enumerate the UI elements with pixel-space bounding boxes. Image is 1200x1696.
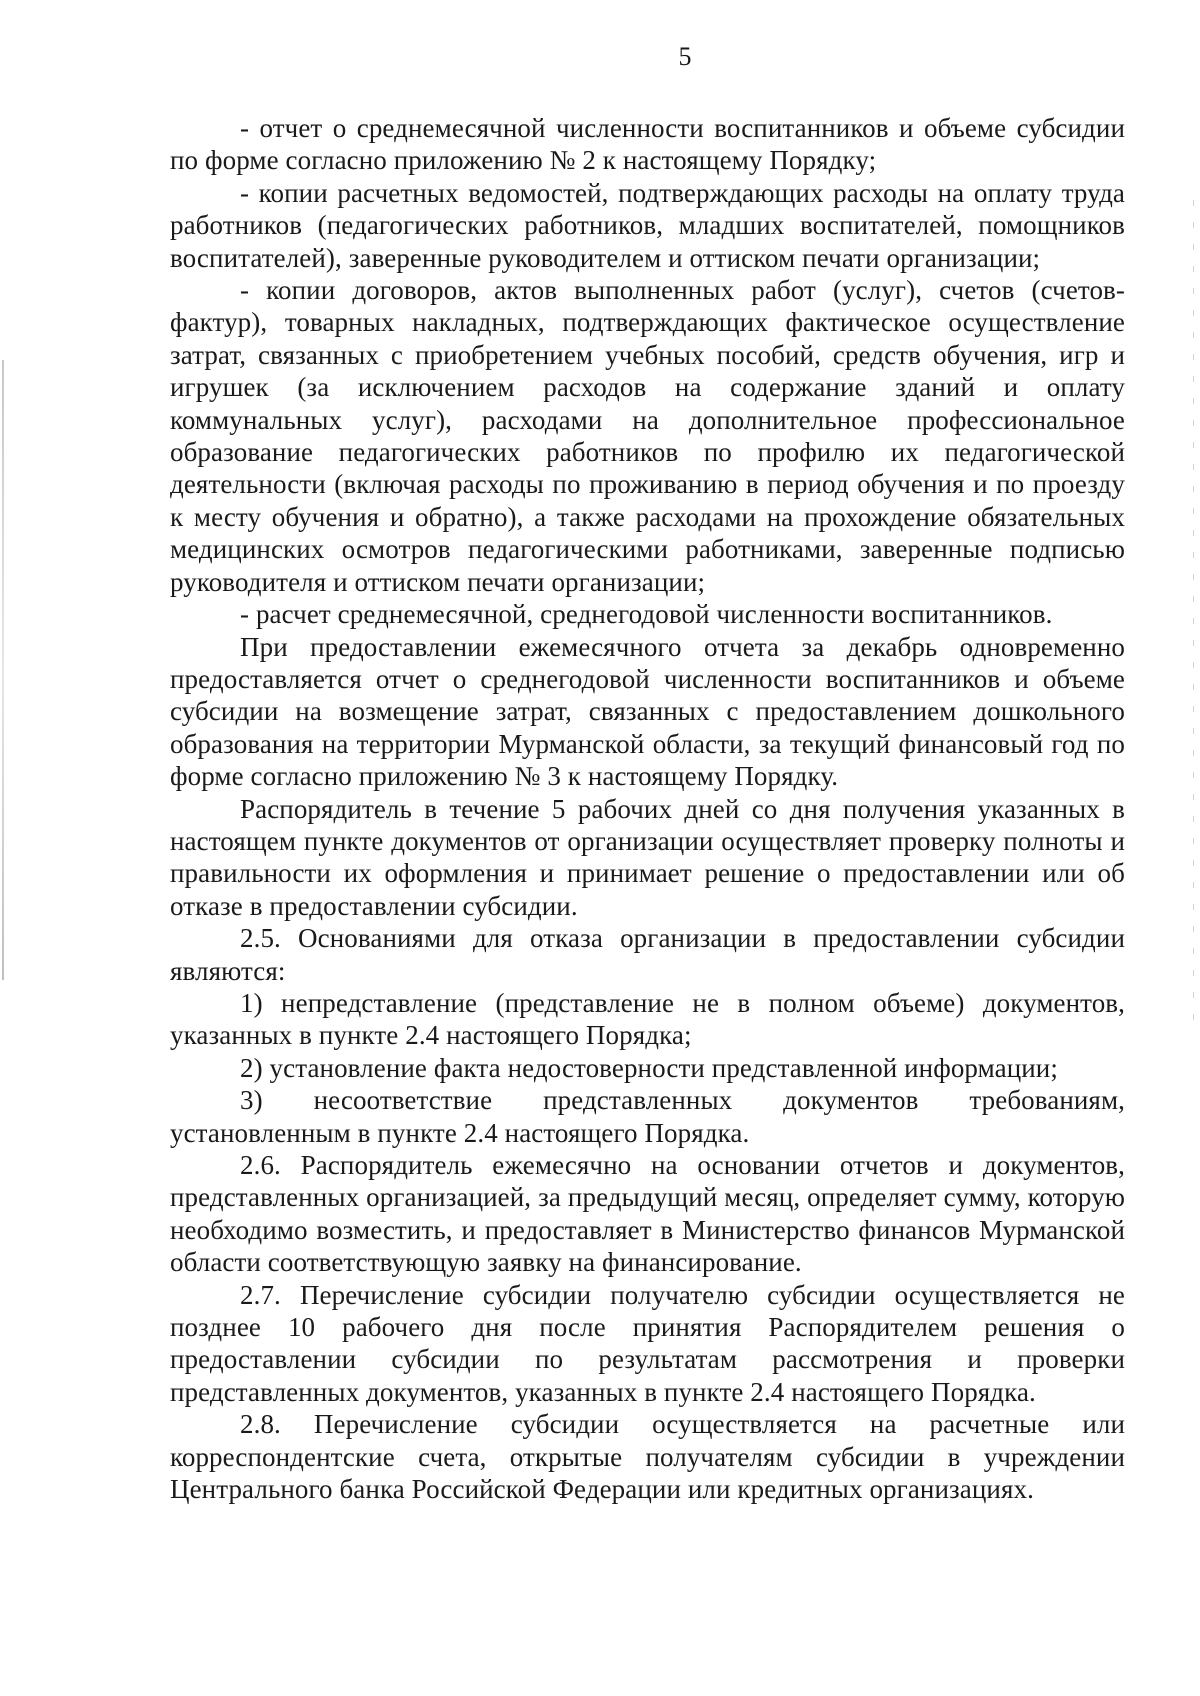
list-item-payroll-copies: - копии расчетных ведомостей, подтверждающих расходы на оплату труда работников (педагогических работников, младших воспитателей, помощников воспитателей), заверенные руководителем и оттиском печати организации; — [170, 177, 1125, 273]
page-number: 5 — [678, 42, 692, 71]
list-item-contract-copies: - копии договоров, актов выполненных работ (услуг), счетов (счетов-фактур), товарных накладных, подтверждающих фактическое осуществление затрат, связанных с приобретением учебных пособий, средств обучения, игр и игрушек (за исключением расходов на содержание зданий и оплату коммунальных услуг), расходами на дополнительное профессиональное образование педагогических работников по профилю их педагогической деятельности (включая расходы по проживанию в период обучения и по проезду к месту обучения и обратно), а также расходами на прохождение обязательных медицинских осмотров педагогическими работниками, заверенные подписью руководителя и оттиском печати организации; — [170, 275, 1125, 597]
clause-2-5-item-1: 1) непредставление (представление не в полном объеме) документов, указанных в пункте 2.4 настоящего Порядка; — [170, 987, 1125, 1051]
clause-2-6: 2.6. Распорядитель ежемесячно на основании отчетов и документов, представленных организацией, за предыдущий месяц, определяет сумму, которую необходимо возместить, и предоставляет в Министерство финансов Мурманской области соответствующую заявку на финансирование. — [170, 1150, 1125, 1278]
scan-edge-artifact-right — [1193, 200, 1194, 1020]
clause-2-5-item-2: 2) установление факта недостоверности представленной информации; — [240, 1052, 1058, 1083]
scan-edge-artifact-left — [2, 360, 4, 980]
document-body — [170, 112, 1125, 1505]
clause-2-8: 2.8. Перечисление субсидии осуществляется на расчетные или корреспондентские счета, открытые получателям субсидии в учреждении Центрального банка Российской Федерации или кредитных организациях. — [170, 1409, 1125, 1505]
list-item-pupil-count-calculation: - расчет среднемесячной, среднегодовой численности воспитанников. — [240, 599, 1053, 630]
clause-2-5-item-3: 3) несоответствие представленных документов требованиям, установленным в пункте 2.4 настоящего Порядка. — [170, 1085, 1125, 1148]
clause-2-5: 2.5. Основаниями для отказа организации в предоставлении субсидии являются: — [170, 923, 1125, 986]
paragraph-administrator-review: Распорядитель в течение 5 рабочих дней со дня получения указанных в настоящем пункте документов от организации осуществляет проверку полноты и правильности их оформления и принимает решение о предоставлении или об отказе в предоставлении субсидии. — [170, 793, 1125, 921]
paragraph-december-report: При предоставлении ежемесячного отчета за декабрь одновременно предоставляется отчет о среднегодовой численности воспитанников и объеме субсидии на возмещение затрат, связанных с предоставлением дошкольного образования на территории Мурманской области, за текущий финансовый год по форме согласно приложению № 3 к настоящему Порядку. — [170, 631, 1125, 792]
list-item-report-monthly: - отчет о среднемесячной численности воспитанников и объеме субсидии по форме согласно приложению № 2 к настоящему Порядку; — [170, 113, 1125, 176]
clause-2-7: 2.7. Перечисление субсидии получателю субсидии осуществляется не позднее 10 рабочего дня после принятия Распорядителем решения о предоставлении субсидии по результатам рассмотрения и проверки представленных документов, указанных в пункте 2.4 настоящего Порядка. — [170, 1279, 1125, 1407]
